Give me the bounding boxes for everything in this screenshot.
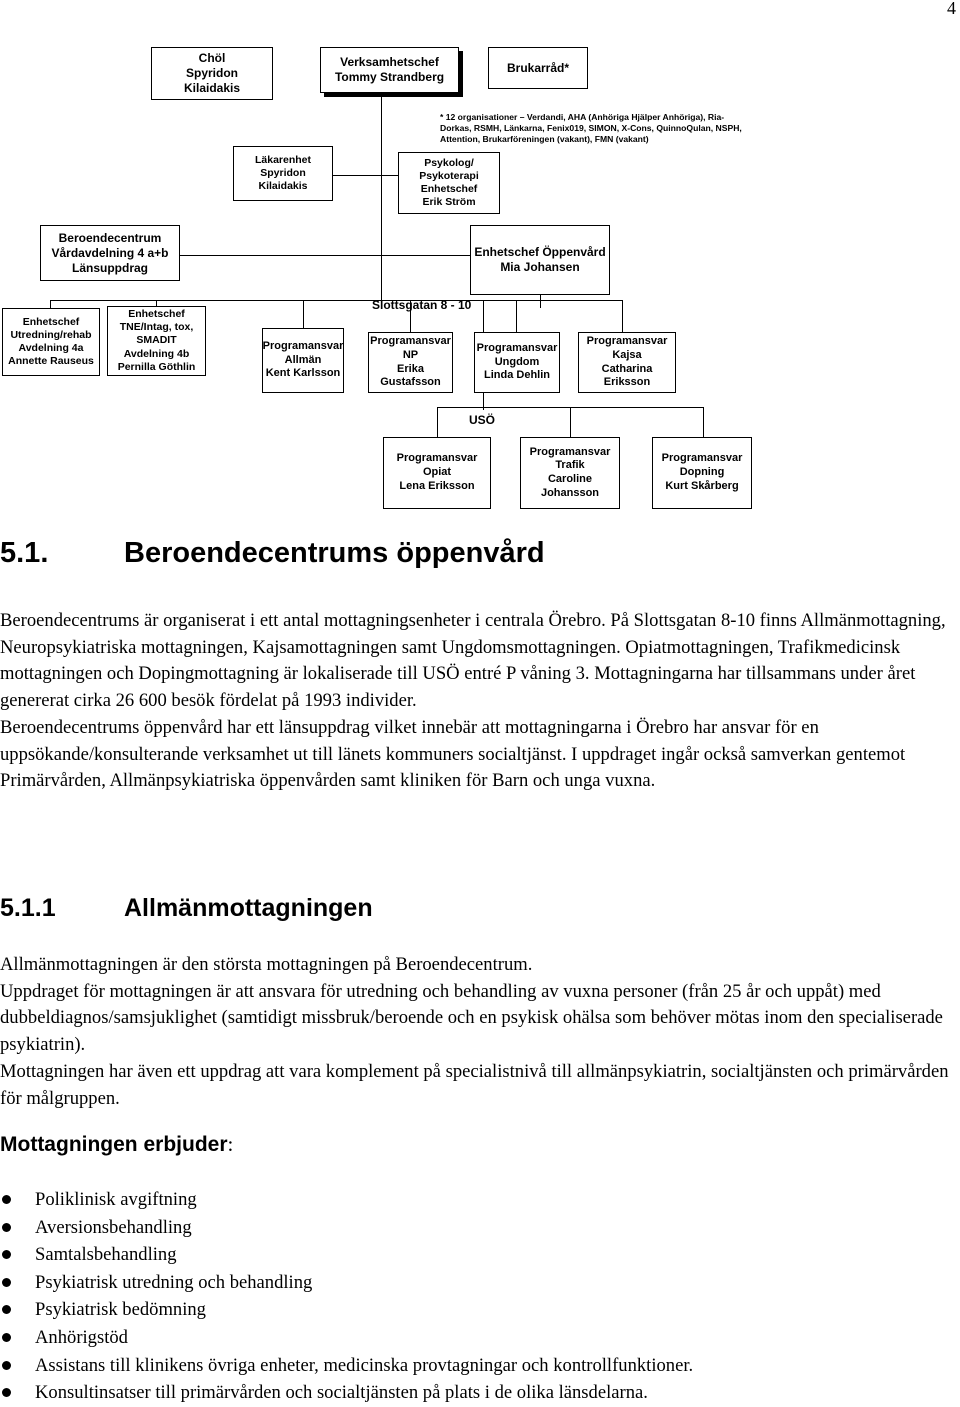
- box-line: Länsuppdrag: [71, 260, 148, 275]
- offers-heading-colon: :: [227, 1132, 234, 1156]
- brukarrad-box: [488, 47, 588, 89]
- box-line: Erik Ström: [422, 196, 476, 209]
- box-line: Catharina Eriksson: [601, 362, 653, 389]
- box-line: Lena Eriksson: [399, 479, 475, 492]
- bullet-icon: [2, 1278, 11, 1287]
- paragraph: Beroendecentrums öppenvård har ett länsuppdrag vilket innebär att mottagningarna i Örebro har ansvar för en uppsökande/konsulterande verksamhet ut till länets kommuners socialtjänst. I uppdraget ingår också samverkan gentemot Primärvården, Allmänpsykiatriska öppenvården samt kliniken för Barn och unga vuxna.: [0, 716, 906, 792]
- box-line: Läkarenhet: [254, 153, 312, 166]
- connector: [50, 300, 622, 301]
- note-line: Attention, Brukarföreningen (vakant), FMN (vakant): [440, 134, 649, 144]
- page-number: 4: [947, 0, 956, 18]
- box-line: Verksamhetschef: [340, 55, 439, 69]
- list-item-text: Poliklinisk avgiftning: [35, 1189, 197, 1210]
- connector: [50, 300, 51, 308]
- box-line: Johansson: [540, 486, 600, 499]
- section-heading-5-1-1: [0, 894, 373, 923]
- list-item-text: Samtalsbehandling: [35, 1244, 177, 1266]
- connector: [180, 255, 470, 256]
- box-line: Enhetschef Öppenvård: [474, 245, 606, 259]
- box-line: Psykolog/: [424, 156, 474, 169]
- enhetschef-oppenvard-box: [470, 225, 610, 295]
- box-line: Kurt Skårberg: [665, 479, 739, 492]
- bullet-icon: [2, 1250, 11, 1259]
- box-line: Programansvar: [396, 452, 478, 465]
- list-item-text: Psykiatrisk utredning och behandling: [35, 1271, 313, 1293]
- box-line: Allmän: [284, 353, 322, 366]
- paragraph: Mottagningen har även ett uppdrag att vara komplement på specialistnivå till allmänpsykiatrin, socialtjänsten och primärvården för målgruppen.: [0, 1060, 949, 1109]
- box-line: Psykoterapi: [419, 169, 479, 182]
- box-line: Mia Johansen: [500, 260, 580, 274]
- box-line: Beroendecentrum: [58, 230, 162, 245]
- list-item: [0, 1186, 693, 1214]
- box-line: Programansvar: [586, 335, 668, 347]
- paragraph: Beroendecentrums är organiserat i ett antal mottagningsenheter i centrala Örebro. På Slottsgatan 8-10 finns Allmänmottagning, Neuropsykiatriska mottagningen, Kajsamottagningen samt Ungdomsmottagningen. Opiatmottagningen, Trafikmedicinsk mottagningen och Dopingmottagning är lokaliserade till USÖ entré P våning 3. Mottagningarna har tillsammans under året genererat cirka 26 600 besök fördelat på 1993 individer.: [0, 610, 946, 712]
- box-line: Annette Rauseus: [8, 355, 94, 368]
- verksamhetschef-box: [320, 47, 459, 93]
- list-item-text: Aversionsbehandling: [35, 1216, 192, 1238]
- box-line: Programansvar: [476, 341, 558, 354]
- ungdom-box: [474, 332, 560, 393]
- box-line: Avdelning 4b: [123, 347, 190, 360]
- chol-box: [151, 47, 273, 100]
- list-item: [0, 1241, 693, 1269]
- np-box: [368, 332, 453, 393]
- uso-label: USÖ: [469, 413, 496, 427]
- connector: [437, 407, 438, 437]
- box-line: Enhetschef: [420, 183, 478, 195]
- section-5-1-body: [0, 608, 958, 795]
- note-line: Dorkas, RSMH, Länkarna, Fenix019, SIMON, X-Cons, QuinnoQulan, NSPH,: [440, 123, 742, 133]
- box-line: Tommy Strandberg: [334, 70, 445, 84]
- connector: [703, 407, 704, 437]
- box-line: Avdelning 4a: [18, 342, 84, 354]
- lakarenhet-box: [233, 146, 333, 201]
- bullet-icon: [2, 1333, 11, 1342]
- trafik-box: [520, 437, 620, 509]
- connector: [303, 300, 304, 328]
- list-item-text: Anhörigstöd: [35, 1326, 128, 1348]
- box-line: Vårdavdelning 4 a+b: [51, 245, 169, 260]
- connector: [516, 300, 517, 332]
- offers-heading: [0, 1132, 233, 1157]
- paragraph: Uppdraget för mottagningen är att ansvara för utredning och behandling av vuxna personer (från 25 år och uppåt) med dubbeldiagnos/samsjuklighet (samtidigt missbruk/beroende och en psykisk ohälsa som behöver mötas inom den specialiserade psykiatrin).: [0, 980, 943, 1056]
- section-5-1-1-body: [0, 952, 958, 1112]
- box-line: SMADIT: [136, 334, 177, 347]
- allman-box: [262, 328, 344, 393]
- box-line: Chöl: [198, 51, 226, 65]
- box-line: Spyridon: [260, 166, 306, 179]
- connector: [622, 300, 623, 332]
- utredning-box: [2, 308, 100, 376]
- beroendecentrum-box: [40, 225, 180, 281]
- section-number: 5.1.: [0, 537, 49, 569]
- note-line: * 12 organisationer – Verdandi, AHA (Anhöriga Hjälper Anhöriga), Ria-: [440, 112, 725, 122]
- box-line: Utredning/rehab: [10, 328, 92, 341]
- box-line: Enhetschef: [128, 308, 185, 321]
- box-line: Ungdom: [494, 355, 540, 368]
- box-line: Brukarråd*: [506, 60, 570, 75]
- bullet-icon: [2, 1223, 11, 1232]
- bullet-icon: [2, 1388, 11, 1397]
- psykolog-box: [398, 152, 500, 214]
- box-line: TNE/Intag, tox,: [119, 321, 194, 334]
- list-item-text: Konsultinsatser till primärvården och socialtjänsten på plats i de olika länsdelarna.: [35, 1382, 648, 1404]
- box-line: Dopning: [679, 466, 725, 479]
- list-item-text: Assistans till klinikens övriga enheter, medicinska provtagningar och kontrollfunktioner.: [35, 1354, 694, 1376]
- box-line: Caroline: [547, 473, 592, 485]
- connector: [381, 95, 382, 300]
- tne-box: [107, 306, 206, 376]
- box-line: Linda Dehlin: [484, 369, 550, 382]
- brukarrad-note: [440, 112, 742, 145]
- paragraph: Allmänmottagningen är den största mottagningen på Beroendecentrum.: [0, 954, 533, 975]
- box-line: Programansvar: [661, 452, 743, 465]
- box-line: Pernilla Göthlin: [117, 360, 196, 373]
- offers-list: [0, 1186, 693, 1407]
- list-item: [0, 1214, 693, 1242]
- box-line: Kent Karlsson: [265, 367, 341, 380]
- list-item: [0, 1324, 693, 1352]
- box-line: Programansvar: [370, 335, 451, 347]
- box-line: Kilaidakis: [258, 180, 308, 193]
- bullet-icon: [2, 1305, 11, 1314]
- list-item: [0, 1352, 693, 1380]
- box-line: Kajsa: [612, 348, 642, 361]
- list-item-text: Psykiatrisk bedömning: [35, 1299, 206, 1321]
- box-line: Opiat: [422, 466, 452, 479]
- dopning-box: [652, 437, 752, 509]
- bullet-icon: [2, 1361, 11, 1370]
- list-item: [0, 1269, 693, 1297]
- box-line: NP: [402, 348, 419, 361]
- bullet-icon: [2, 1195, 11, 1204]
- slottsgatan-label: Slottsgatan 8 - 10: [372, 298, 472, 312]
- section-title: Allmänmottagningen: [124, 894, 373, 922]
- opiat-box: [383, 437, 491, 509]
- connector: [540, 295, 541, 308]
- list-item: [0, 1296, 693, 1324]
- box-line: Programansvar: [529, 445, 611, 458]
- connector: [570, 407, 571, 437]
- box-line: Kilaidakis: [183, 81, 241, 95]
- list-item: [0, 1379, 693, 1407]
- offers-heading-text: Mottagningen erbjuder: [0, 1133, 228, 1156]
- box-line: Enhetschef: [22, 315, 80, 328]
- kajsa-box: [578, 332, 676, 393]
- box-line: Programansvar: [262, 339, 344, 352]
- section-heading-5-1: [0, 537, 545, 570]
- box-line: Spyridon: [185, 66, 238, 80]
- section-number: 5.1.1: [0, 894, 56, 922]
- box-line: Erika Gustafsson: [380, 362, 441, 389]
- section-title: Beroendecentrums öppenvård: [124, 537, 545, 569]
- box-line: Trafik: [555, 459, 585, 472]
